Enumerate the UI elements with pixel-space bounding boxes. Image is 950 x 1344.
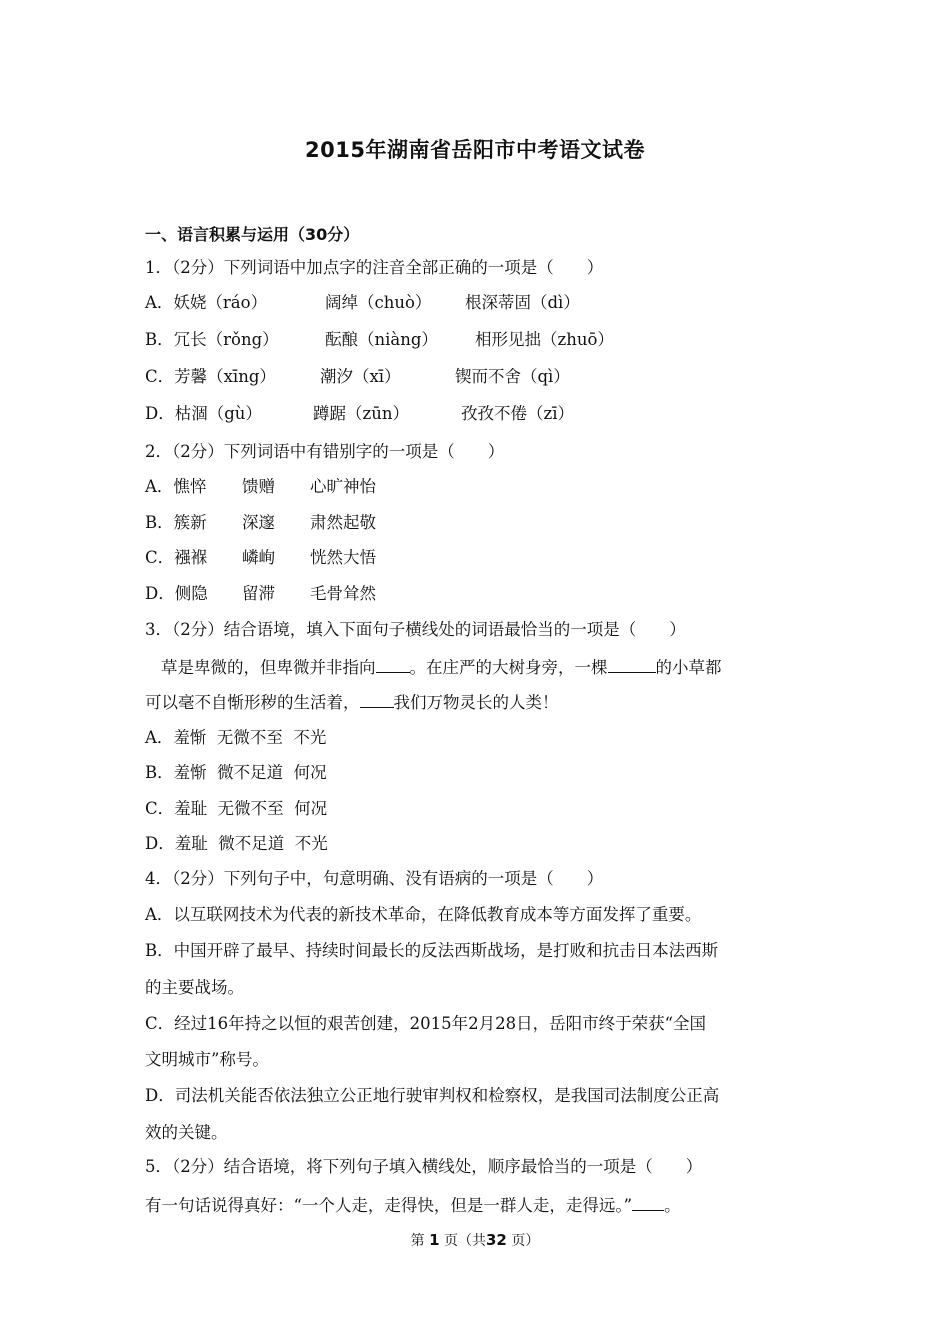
- page-number: 1: [429, 1231, 440, 1249]
- question-3-option-d: D．羞耻 微不足道 不光: [145, 834, 328, 853]
- option-item: 留滞: [242, 584, 275, 603]
- option-item: A．憔悴: [145, 477, 207, 496]
- page-footer: [0, 1230, 950, 1250]
- question-2-option-b: [145, 512, 376, 534]
- option-item: A．妖娆（ráo）: [145, 293, 268, 312]
- question-3-option-a: A．羞惭 无微不至 不光: [145, 728, 327, 747]
- question-2-option-c: [145, 547, 376, 569]
- question-4-option-b-cont: 的主要战场。: [145, 978, 244, 997]
- page-total: 32: [486, 1231, 507, 1249]
- passage-text: 。在庄严的大树身旁，一棵: [409, 658, 608, 677]
- question-3-passage-line-1: [161, 655, 722, 679]
- option-item: 心旷神怡: [310, 477, 376, 496]
- footer-text: 第: [410, 1233, 425, 1249]
- question-1-option-b: [145, 329, 614, 351]
- section-heading: 一、语言积累与运用（30分）: [145, 225, 360, 244]
- passage-text: 我们万物灵长的人类！: [393, 693, 559, 712]
- question-4-option-d-cont: 效的关键。: [145, 1123, 228, 1142]
- question-4-option-a: A．以互联网技术为代表的新技术革命，在降低教育成本等方面发挥了重要。: [145, 905, 702, 924]
- answer-blank: [360, 690, 394, 708]
- option-item: B．簇新: [145, 513, 207, 532]
- passage-text: 可以毫不自惭形秽的生活着，: [145, 693, 360, 712]
- passage-text: 有一句话说得真好：“一个人走，走得快，但是一群人走，走得远。”: [145, 1196, 633, 1215]
- page-title: 2015年湖南省岳阳市中考语文试卷: [305, 138, 645, 162]
- option-item: 肃然起敬: [310, 513, 376, 532]
- question-3-option-c: C．羞耻 无微不至 何况: [145, 799, 328, 818]
- question-4-option-c-cont: 文明城市”称号。: [145, 1050, 269, 1069]
- footer-text: 页）: [511, 1233, 540, 1249]
- question-4-option-c: C．经过16年持之以恒的艰苦创建，2015年2月28日，岳阳市终于荣获“全国: [145, 1014, 707, 1033]
- question-1-option-d: [145, 403, 574, 425]
- option-item: C．芳馨（xīng）: [145, 367, 276, 386]
- answer-blank: [376, 655, 410, 673]
- question-2-option-d: [145, 583, 376, 605]
- question-1-stem: 1．（2分）下列词语中加点字的注音全部正确的一项是（ ）: [145, 258, 604, 277]
- option-item: 孜孜不倦（zī）: [461, 404, 574, 423]
- option-item: 恍然大悟: [310, 548, 376, 567]
- option-item: 根深蒂固（dì）: [465, 293, 580, 312]
- question-2-stem: 2．（2分）下列词语中有错别字的一项是（ ）: [145, 442, 505, 461]
- question-5-passage-line-1: [145, 1193, 681, 1217]
- option-item: D．侧隐: [145, 584, 208, 603]
- option-item: 潮汐（xī）: [320, 367, 401, 386]
- question-3-passage-line-2: [145, 690, 559, 714]
- question-2-option-a: [145, 476, 376, 498]
- option-item: B．冗长（rǒng）: [145, 330, 279, 349]
- option-item: 相形见拙（zhuō）: [475, 330, 614, 349]
- question-1-option-c: [145, 366, 570, 388]
- answer-blank: [632, 1193, 664, 1211]
- question-3-option-b: B．羞惭 微不足道 何况: [145, 763, 327, 782]
- question-4-stem: 4．（2分）下列句子中，句意明确、没有语病的一项是（ ）: [145, 869, 604, 888]
- question-1-option-a: [145, 292, 580, 314]
- option-item: 毛骨耸然: [310, 584, 376, 603]
- option-item: 馈赠: [242, 477, 275, 496]
- passage-text: 。: [664, 1196, 681, 1215]
- question-4-option-b: B．中国开辟了最早、持续时间最长的反法西斯战场，是打败和抗击日本法西斯: [145, 941, 719, 960]
- footer-text: 页（共: [444, 1233, 486, 1249]
- question-5-stem: 5．（2分）结合语境，将下列句子填入横线处，顺序最恰当的一项是（ ）: [145, 1157, 703, 1176]
- passage-text: 草是卑微的，但卑微并非指向: [161, 658, 376, 677]
- option-item: 深邃: [242, 513, 275, 532]
- option-item: C．襁褓: [145, 548, 208, 567]
- option-item: D．枯涸（gù）: [145, 404, 262, 423]
- option-item: 蹲踞（zūn）: [313, 404, 409, 423]
- option-item: 阔绰（chuò）: [325, 293, 432, 312]
- option-item: 酝酿（niàng）: [325, 330, 438, 349]
- question-4-option-d: D．司法机关能否依法独立公正地行驶审判权和检察权，是我国司法制度公正高: [145, 1086, 720, 1105]
- question-3-stem: 3．（2分）结合语境，填入下面句子横线处的词语最恰当的一项是（ ）: [145, 620, 686, 639]
- passage-text: 的小草都: [655, 658, 722, 677]
- answer-blank: [608, 655, 656, 673]
- option-item: 嶙峋: [242, 548, 275, 567]
- option-item: 锲而不舍（qì）: [455, 367, 570, 386]
